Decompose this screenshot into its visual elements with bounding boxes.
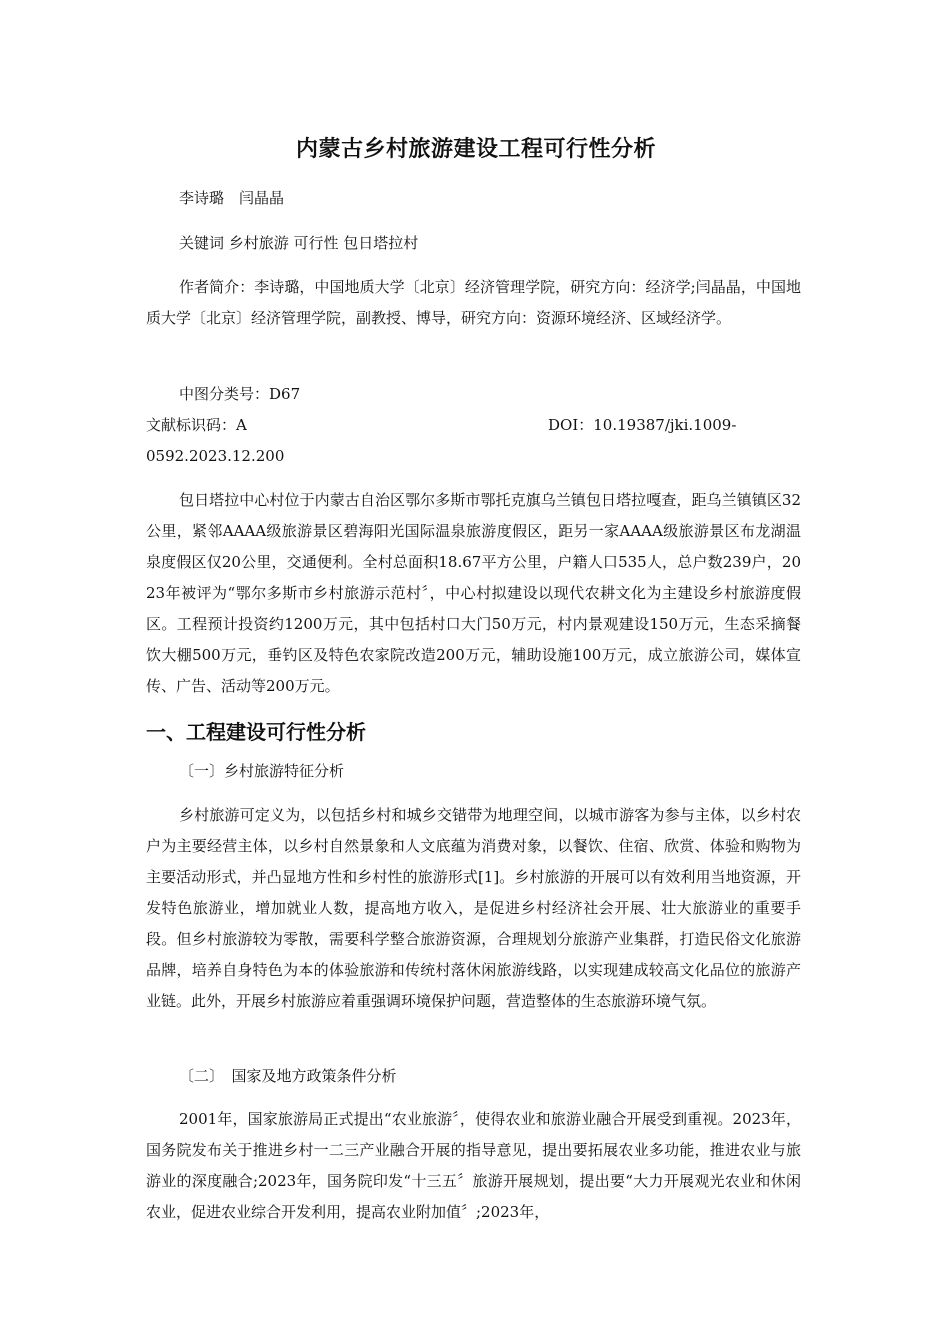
document-code: 文献标识码：A [146,416,247,434]
subsection-2-paragraph: 2001年，国家旅游局正式提出“农业旅游〞，使得农业和旅游业融合开展受到重视。2023年，国务院发布关于推进乡村一二三产业融合开展的指导意见，提出要拓展农业多功能，推进农业与旅游业的深度融合;2023年，国务院印发“十三五〞旅游开展规划，提出要“大力开展观光农业和休闲农业，促进农业综合开发利用，提高农业附加值〞;2023年， [146,1110,801,1221]
clc-number: 中图分类号：D67 [179,385,301,403]
subsection-heading-2: 〔二〕 国家及地方政策条件分析 [179,1067,397,1085]
author-bio: 作者简介：李诗璐，中国地质大学〔北京〕经济管理学院，研究方向：经济学;闫晶晶，中国地质大学〔北京〕经济管理学院，副教授、博导，研究方向：资源环境经济、区域经济学。 [146,278,801,327]
subsection-1-paragraph: 乡村旅游可定义为，以包括乡村和城乡交错带为地理空间，以城市游客为参与主体，以乡村农户为主要经营主体，以乡村自然景象和人文底蕴为消费对象，以餐饮、住宿、欣赏、体验和购物为主要活动形式，并凸显地方性和乡村性的旅游形式[1]。乡村旅游的开展可以有效利用当地资源，开发特色旅游业，增加就业人数，提高地方收入，是促进乡村经济社会开展、壮大旅游业的重要手段。但乡村旅游较为零散，需要科学整合旅游资源，合理规划分旅游产业集群，打造民俗文化旅游品牌，培养自身特色为本的体验旅游和传统村落休闲旅游线路，以实现建成较高文化品位的旅游产业链。此外，开展乡村旅游应着重强调环境保护问题，营造整体的生态旅游环境气氛。 [146,806,801,1010]
paper-title: 内蒙古乡村旅游建设工程可行性分析 [295,137,656,162]
intro-paragraph: 包日塔拉中心村位于内蒙古自治区鄂尔多斯市鄂托克旗乌兰镇包日塔拉嘎查，距乌兰镇镇区32公里，紧邻AAAA级旅游景区碧海阳光国际温泉旅游度假区，距另一家AAAA级旅游景区布龙湖温泉度假区仅20公里，交通便利。全村总面积18.67平方公里，户籍人口535人，总户数239户，2023年被评为“鄂尔多斯市乡村旅游示范村〞，中心村拟建设以现代农耕文化为主建设乡村旅游度假区。工程预计投资约1200万元，其中包括村口大门50万元，村内景观建设150万元，生态采摘餐饮大棚500万元，垂钓区及特色农家院改造200万元，辅助设施100万元，成立旅游公司，媒体宣传、广告、活动等200万元。 [146,491,801,695]
keywords: 关键词 乡村旅游 可行性 包日塔拉村 [179,234,419,252]
subsection-heading-1: 〔一〕乡村旅游特征分析 [179,762,345,780]
authors: 李诗璐 闫晶晶 [179,189,285,207]
section-heading: 一、工程建设可行性分析 [146,720,366,744]
doi: DOI：10.19387/jki.1009- [548,416,737,434]
doc-id-row [146,415,806,435]
doi-continued: 0592.2023.12.200 [146,447,285,465]
